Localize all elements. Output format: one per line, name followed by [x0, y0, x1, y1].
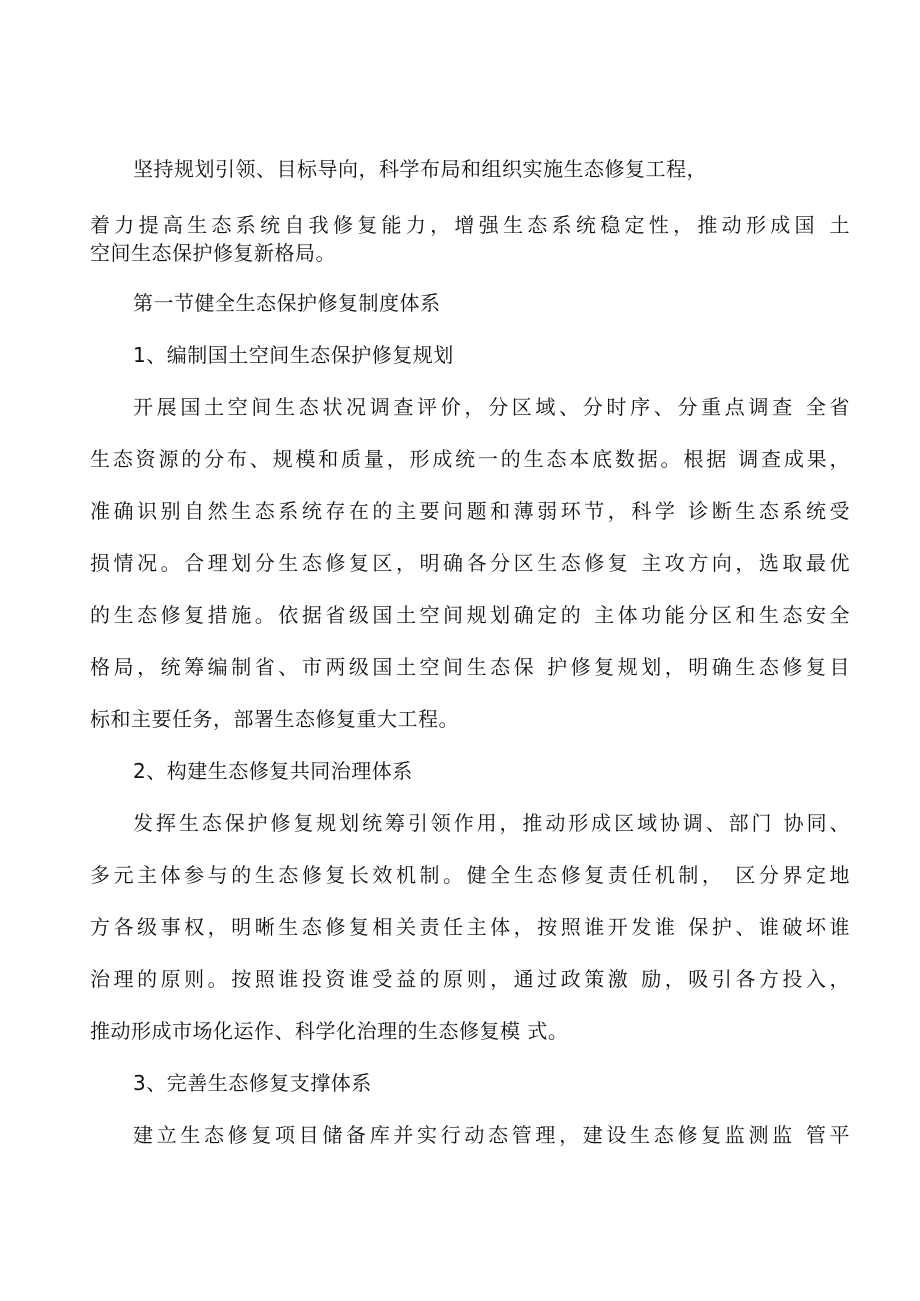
paragraph-line: 开展国土空间生态状况调查评价，分区域、分时序、分重点调查 全省 [133, 395, 850, 419]
paragraph-line: 损情况。合理划分生态修复区，明确各分区生态修复 主攻方向，选取最优 [90, 551, 850, 575]
paragraph-line: 准确识别自然生态系统存在的主要问题和薄弱环节，科学 诊断生态系统受 [90, 499, 850, 523]
subsection-heading: 1、编制国土空间生态保护修复规划 [133, 343, 454, 367]
paragraph-line: 格局，统筹编制省、市两级国土空间生态保 护修复规划，明确生态修复目 [90, 655, 850, 679]
paragraph-line: 发挥生态保护修复规划统筹引领作用，推动形成区域协调、部门 协同、 [133, 811, 850, 835]
paragraph-line: 标和主要任务，部署生态修复重大工程。 [90, 707, 459, 731]
paragraph-line: 建立生态修复项目储备库并实行动态管理，建设生态修复监测监 管平 [133, 1123, 850, 1147]
paragraph-line: 坚持规划引领、目标导向，科学布局和组织实施生态修复工程， [133, 157, 707, 181]
paragraph-line: 生态资源的分布、规模和质量，形成统一的生态本底数据。根据 调查成果， [90, 447, 850, 471]
paragraph-line: 的生态修复措施。依据省级国土空间规划确定的 主体功能分区和生态安全 [90, 603, 850, 627]
section-heading: 第一节健全生态保护修复制度体系 [133, 291, 441, 315]
paragraph-line: 空间生态保护修复新格局。 [90, 241, 336, 265]
subsection-heading: 3、完善生态修复支撑体系 [133, 1071, 372, 1095]
paragraph-line: 着力提高生态系统自我修复能力，增强生态系统稳定性，推动形成国 土 [90, 213, 850, 237]
paragraph-line: 推动形成市场化运作、科学化治理的生态修复模 式。 [90, 1019, 569, 1043]
paragraph-line: 多元主体参与的生态修复长效机制。健全生态修复责任机制， 区分界定地 [90, 863, 850, 887]
paragraph-line: 方各级事权，明晰生态修复相关责任主体，按照谁开发谁 保护、谁破坏谁 [90, 915, 850, 939]
subsection-heading: 2、构建生态修复共同治理体系 [133, 759, 413, 783]
paragraph-line: 治理的原则。按照谁投资谁受益的原则，通过政策激 励，吸引各方投入， [90, 967, 850, 991]
